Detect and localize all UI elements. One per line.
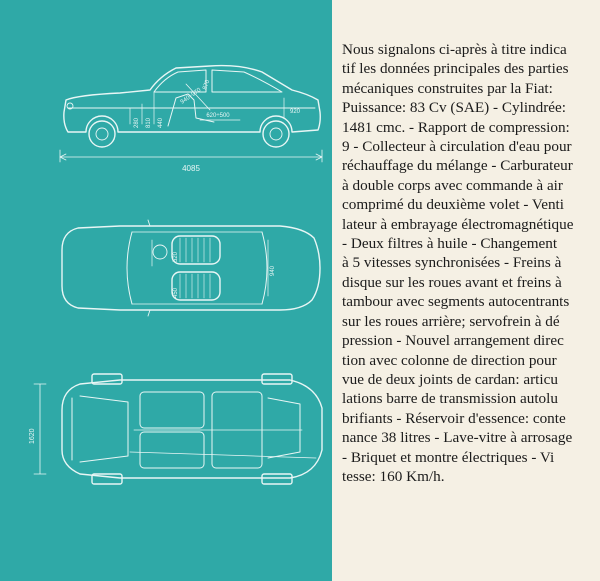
car-underside-view [34, 374, 322, 484]
spec-line: à 5 vitesses synchronisées - Freins à [342, 254, 562, 272]
spec-line: vue de deux joints de cardan: articu [342, 370, 558, 388]
spec-line: - Deux filtres à huile - Changement [342, 235, 558, 253]
spec-line: Puissance: 83 Cv (SAE) - Cylindrée: [342, 99, 566, 117]
top-width-label: 940 [270, 265, 276, 276]
spec-line: tion avec colonne de direction pour [342, 351, 557, 369]
side-length-dim-label: 4085 [182, 164, 200, 173]
spec-line: lateur à embrayage électromagnétique [342, 215, 574, 233]
spec-line: 1481 cmc. - Rapport de compression: [342, 118, 570, 136]
side-interior-dim-label: 940÷970 [179, 87, 203, 106]
top-seat-left [172, 236, 220, 264]
spec-line: mécaniques construites par la Fiat: [342, 79, 553, 97]
top-seat-depth-label: 450 [173, 287, 179, 298]
car-top-view [62, 220, 320, 316]
spec-line: brifiants - Réservoir d'essence: conte [342, 409, 566, 427]
spec-line: sur les roues arrière; servofrein à dé [342, 312, 560, 330]
side-rear-dim-label: 920 [290, 109, 301, 115]
side-roof-dim-label: 870 [202, 79, 212, 91]
spec-line: pression - Nouvel arrangement direc [342, 332, 564, 350]
side-front-c-dim-label: 440 [158, 117, 164, 128]
spec-line: disque sur les roues avant et freins à [342, 273, 562, 291]
side-rear-wheel [263, 121, 289, 147]
spec-line: - Briquet et montre électriques - Vi [342, 448, 555, 466]
side-rear-window [212, 70, 282, 92]
top-body-outline [62, 226, 320, 310]
side-front-wheel [89, 121, 115, 147]
side-seat-dim-label: 620÷500 [206, 113, 230, 119]
spec-line: tif les données principales des parties [342, 60, 569, 78]
underside-track-label: 1620 [29, 428, 36, 444]
spec-line: tambour avec segments autocentrants [342, 293, 570, 311]
spec-line: Nous signalons ci-après à titre indica [342, 41, 567, 58]
spec-line: 9 - Collecteur à circulation d'eau pour [342, 138, 572, 156]
top-seat-right [172, 272, 220, 300]
side-front-b-dim-label: 810 [146, 117, 152, 128]
side-front-a-dim-label: 280 [134, 117, 140, 128]
side-length-dim-line [60, 150, 322, 162]
spec-line: lations barre de transmission autolu [342, 390, 558, 408]
spec-line: tesse: 160 Km/h. [342, 467, 445, 485]
spec-line: comprimé du deuxième volet - Venti [342, 196, 564, 214]
top-seat-width-label: 520 [173, 251, 179, 262]
spec-text-column [342, 40, 588, 486]
car-side-view [60, 66, 322, 162]
underside-body-outline [62, 380, 322, 478]
spec-line: réchauffage du mélange - Carburateur [342, 157, 573, 175]
spec-line: à double corps avec commande à air [342, 176, 563, 194]
spec-line: nance 38 litres - Lave-vitre à arrosage [342, 429, 573, 447]
